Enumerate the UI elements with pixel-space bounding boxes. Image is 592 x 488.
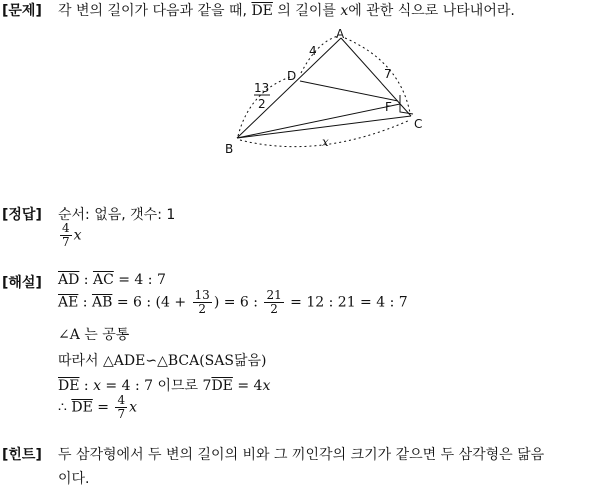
arc-ad [301, 36, 338, 73]
segment-de: $\overline{DE}$ [251, 3, 273, 19]
solution-label: [해설] [2, 275, 42, 291]
length-bd-den: 2 [258, 97, 266, 111]
problem-text-before: 각 변의 길이가 다음과 같을 때, [58, 3, 252, 19]
problem-text-after: 에 관한 식으로 나타내어라. [348, 3, 515, 19]
seg-de: $\overline{DE}$ [211, 378, 233, 394]
text: = 4 : 7 이므로 7 [100, 378, 212, 394]
length-bd-num: 13 [254, 81, 270, 95]
segment-de-line [300, 81, 398, 101]
variable-x: x [262, 378, 271, 394]
text: = 4 [232, 378, 263, 394]
ratio-text-a: = 6 : (4 + [112, 294, 191, 311]
answer-numerator: 4 [62, 221, 70, 235]
therefore-symbol: ∴ [58, 399, 72, 416]
variable-x: x [129, 399, 137, 416]
seg-ac: $\overline{AC}$ [92, 272, 114, 288]
fraction-21-2 [264, 289, 283, 316]
solution-line1 [58, 272, 166, 288]
solution-line6 [58, 394, 137, 421]
numerator: 13 [194, 288, 210, 302]
fraction-4-7 [115, 394, 127, 421]
solution-line2 [58, 289, 408, 316]
fraction-13-2 [193, 289, 212, 316]
ratio-text-b: ) = 6 : [213, 294, 263, 311]
numerator: 21 [266, 288, 282, 302]
point-a: A [336, 27, 345, 41]
denominator: 2 [270, 302, 278, 316]
point-f: F [385, 100, 392, 114]
problem-label: [문제] [2, 3, 42, 19]
hint-line1: 두 삼각형에서 두 변의 길이의 비와 그 끼인각의 크기가 같으면 두 삼각형은 닮음 [58, 447, 545, 463]
length-bc: x [322, 135, 329, 149]
side-ab [237, 38, 341, 138]
point-b: B [225, 142, 234, 156]
length-ad: 4 [309, 44, 317, 58]
solution-line3: ∠A 는 공통 [58, 327, 130, 343]
answer-line1: 순서: 없음, 갯수: 1 [58, 207, 176, 223]
point-d: D [287, 69, 297, 83]
ratio-text: = 4 : 7 [113, 272, 166, 288]
colon: : [79, 272, 93, 288]
denominator: 7 [117, 407, 126, 421]
seg-ad: $\overline{AD}$ [58, 272, 80, 288]
point-c: C [414, 117, 423, 131]
answer-label: [정답] [2, 207, 42, 223]
seg-ab: $\overline{AB}$ [91, 294, 113, 311]
variable-x: x [93, 378, 101, 394]
seg-de: $\overline{DE}$ [58, 378, 80, 394]
problem-text-mid: 의 길이를 [272, 3, 341, 19]
solution-line5 [58, 375, 270, 395]
variable-x: x [340, 3, 349, 19]
answer-fraction [60, 222, 72, 249]
answer-denominator: 7 [62, 235, 70, 249]
colon: : [79, 378, 94, 394]
colon: : [78, 294, 92, 311]
numerator: 4 [117, 393, 126, 407]
seg-ae: $\overline{AE}$ [58, 294, 79, 311]
ratio-text-c: = 12 : 21 = 4 : 7 [285, 294, 408, 311]
answer-value [58, 222, 82, 249]
answer-variable: x [73, 227, 82, 244]
seg-de: $\overline{DE}$ [71, 399, 93, 416]
hint-label: [힌트] [2, 447, 42, 463]
equals: = [92, 399, 114, 416]
denominator: 2 [198, 302, 206, 316]
solution-line4: 따라서 △ADE∽△BCA(SAS닮음) [58, 353, 267, 369]
length-ac: 7 [384, 67, 392, 81]
hint-line2: 이다. [58, 471, 90, 487]
